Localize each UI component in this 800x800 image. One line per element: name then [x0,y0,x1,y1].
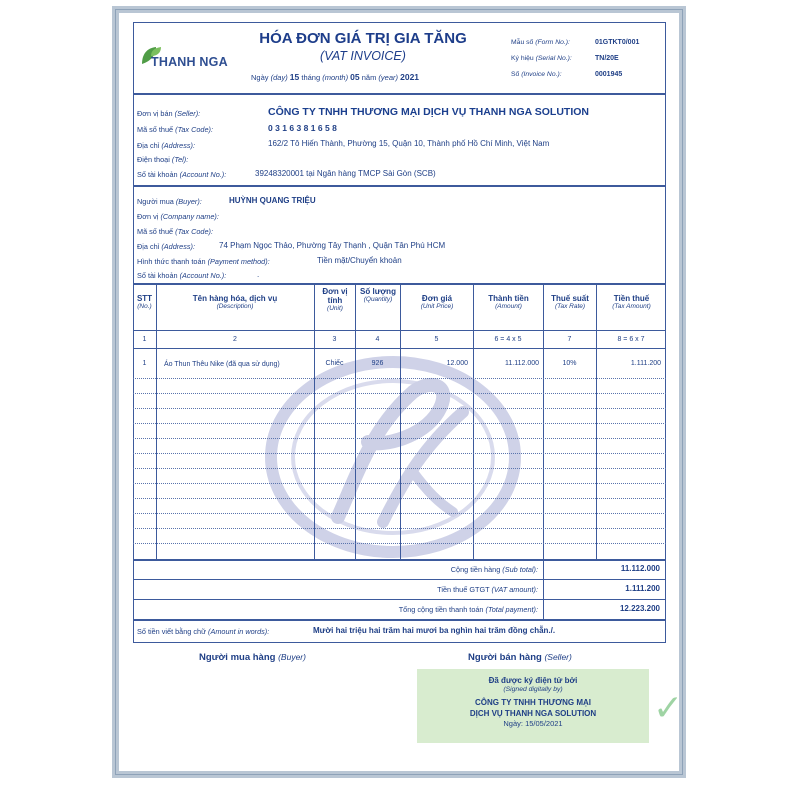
header-amount: Thành tiền (Amount) [488,294,529,311]
table-col-divider [314,284,315,560]
column-number: 1 [142,336,147,343]
column-number: 8 = 6 x 7 [617,336,645,343]
subtotal-value: 11.112.000 [620,564,660,573]
buyer-company-label: Đơn vị (Company name): [137,212,219,221]
header-tax-rate: Thuế suất (Tax Rate) [551,294,589,311]
column-number: 4 [375,336,380,343]
seller-address-label: Địa chỉ (Address): [137,141,195,150]
invoice-number: Số (Invoice No.): 0001945 [511,71,623,78]
buyer-account-label: Số tài khoản (Account No.): [137,271,227,280]
amount-in-words: Mười hai triệu hai trăm hai mươi ba nghìn hai trăm đồng chẵn./. [313,626,556,635]
seller-address: 162/2 Tô Hiến Thành, Phường 15, Quận 10, Thành phố Hồ Chí Minh, Việt Nam [268,139,550,148]
seller-tax-label: Mã số thuế (Tax Code): [137,125,213,134]
seller-account-label: Số tài khoản (Account No.): [137,170,227,179]
invoice-title: HÓA ĐƠN GIÁ TRỊ GIA TĂNG [259,30,467,47]
table-row-line [133,543,666,544]
total-payment-value: 12.223.200 [619,604,660,613]
digital-signature-stamp [417,669,684,743]
seller-name-label: Đơn vị bán (Seller): [137,109,201,118]
table-row-line [133,408,666,409]
buyer-payment-method: Tiền mặt/Chuyển khoản [317,256,402,265]
buyer-name: HUỲNH QUANG TRIỆU [229,196,316,205]
table-col-divider [156,284,157,560]
item-no: 1 [142,360,147,367]
item-quantity: 926 [371,360,384,367]
seller-tax-code: 0316381658 [268,123,340,133]
table-col-divider [543,284,544,560]
stamp-signed-by: Đã được ký điện tử bởi [488,676,578,685]
subtotal-label: Cộng tiền hàng (Sub total): [450,565,538,574]
column-number: 6 = 4 x 5 [494,336,522,343]
invoice-date: Ngày (day) 15 tháng (month) 05 năm (year) 2021 [251,72,420,82]
buyer-account: . [257,270,260,279]
buyer-payment-label: Hình thức thanh toán (Payment method): [137,257,270,266]
column-number: 3 [332,336,337,343]
table-row-line [133,513,666,514]
amount-in-words-label: Số tiền viết bằng chữ (Amount in words): [137,627,270,636]
header-unit-price: Đơn giá (Unit Price) [420,294,454,311]
stamp-date: Ngày: 15/05/2021 [503,719,563,728]
buyer-address: 74 Phạm Ngọc Thảo, Phường Tây Thạnh , Quận Tân Phú HCM [219,241,446,250]
seller-phone-label: Điện thoại (Tel): [137,155,189,164]
table-row-line [133,468,666,469]
seller-account: 39248320001 tại Ngân hàng TMCP Sài Gòn (SCB) [255,169,436,178]
vat-amount-label: Tiền thuế GTGT (VAT amount): [437,585,538,594]
buyer-tax-label: Mã số thuế (Tax Code): [137,227,213,236]
buyer-name-label: Người mua (Buyer): [137,197,202,206]
column-number: 2 [233,336,237,343]
table-row-line [133,423,666,424]
table-row-line [133,438,666,439]
table-col-divider [473,284,474,560]
item-tax-amount: 1.111.200 [630,360,661,367]
header-tax-amount: Tiền thuế (Tax Amount) [612,294,651,311]
buyer-address-label: Địa chỉ (Address): [137,242,195,251]
brand-name: THANH NGA [151,55,228,69]
stamp-company-line1: CÔNG TY TNHH THƯƠNG MẠI [475,698,591,708]
table-row-line [133,528,666,529]
table-col-divider [596,284,597,560]
totals-rule [133,579,666,580]
table-row-line [133,498,666,499]
header-stt: STT (No.) [136,294,153,311]
table-header-rule [133,330,666,331]
watermark-monogram-icon [263,352,523,562]
table-col-divider [355,284,356,560]
item-description: Áo Thun Thêu Nike (đã qua sử dụng) [164,361,280,368]
table-number-rule [133,348,666,349]
item-unit-price: 12.000 [446,360,468,367]
stamp-company-line2: DỊCH VỤ THANH NGA SOLUTION [469,708,597,718]
item-amount: 11.112.000 [505,360,539,367]
buyer-signature-label: Người mua hàng (Buyer) [199,652,306,663]
table-row-line [133,378,666,379]
invoice-subtitle: (VAT INVOICE) [320,49,406,63]
total-payment-label: Tổng cộng tiền thanh toán (Total payment): [398,605,538,614]
seller-name: CÔNG TY TNHH THƯƠNG MẠI DỊCH VỤ THANH NGA SOLUTION [268,106,589,118]
invoice-sheet [133,22,684,774]
item-tax-rate: 10% [562,360,577,367]
header-unit: Đơn vị tính (Unit) [322,287,348,313]
header-description: Tên hàng hóa, dịch vụ (Description) [192,294,278,311]
serial-number: Ký hiệu (Serial No.): TN/20E [511,55,619,62]
checkmark-icon: ✓ [653,687,684,728]
seller-signature-label: Người bán hàng (Seller) [468,652,572,663]
vat-amount-value: 1.111.200 [625,584,660,593]
form-number: Mẫu số (Form No.): 01GTKT0/001 [511,39,640,46]
table-row-line [133,483,666,484]
item-unit: Chiếc [325,360,344,367]
header-quantity: Số lượng (Quantity) [360,287,396,304]
table-col-divider [400,284,401,560]
table-row-line [133,453,666,454]
column-number: 7 [567,336,572,343]
table-row-line [133,393,666,394]
column-number: 5 [434,336,439,343]
stamp-signed-by-en: (Signed digitally by) [503,686,563,694]
totals-rule [133,599,666,600]
